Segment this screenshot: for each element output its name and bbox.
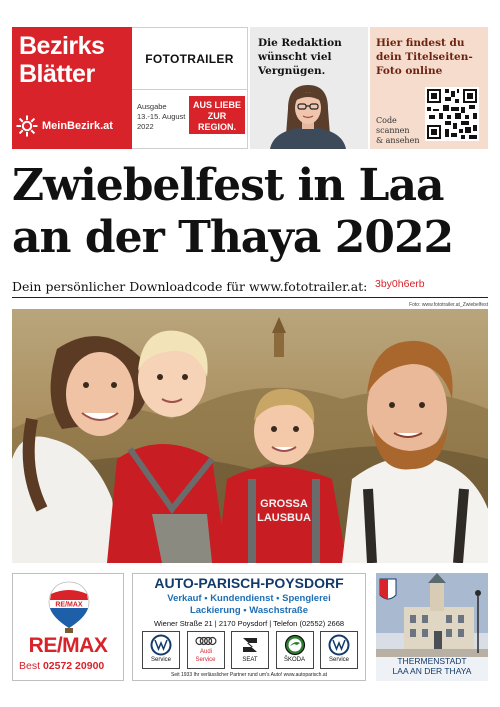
bezirksblaetter-logo[interactable] bbox=[12, 27, 132, 149]
divider bbox=[132, 89, 247, 90]
ad-thermenstadt-laa[interactable] bbox=[376, 573, 488, 681]
brand-audi-label: Service bbox=[195, 657, 216, 663]
ad-auto-parisch[interactable] bbox=[132, 573, 366, 681]
download-code[interactable]: 3by0h6erb bbox=[375, 278, 425, 290]
download-label: Dein persönlicher Downloadcode für www.fototrailer.at: bbox=[12, 279, 368, 294]
brand-audi[interactable] bbox=[187, 631, 225, 669]
brand-vw-label: Service bbox=[150, 657, 171, 663]
download-code-row bbox=[12, 278, 488, 298]
logo-line-2: Blätter bbox=[19, 60, 95, 88]
issue-panel bbox=[132, 27, 248, 149]
seat-logo-icon bbox=[238, 634, 262, 656]
issue-label: Ausgabe bbox=[137, 102, 167, 111]
brand-seat[interactable] bbox=[231, 631, 269, 669]
qr-panel[interactable] bbox=[370, 27, 488, 149]
cover-photo[interactable] bbox=[12, 309, 488, 563]
brand-skoda-label: ŠKODA bbox=[283, 657, 305, 663]
region-slogan-line-3: REGION. bbox=[197, 122, 236, 132]
issue-dates: 13.-15. August bbox=[137, 112, 186, 121]
shirt-text-line-2: LAUSBUA bbox=[257, 512, 311, 524]
masthead bbox=[12, 27, 488, 149]
auto-services-line-1: Verkauf • Kundendienst • Spenglerei bbox=[167, 593, 331, 604]
qr-hint-line-1: Code bbox=[376, 116, 397, 125]
brand-vw[interactable] bbox=[142, 631, 180, 669]
vw-logo-icon bbox=[149, 634, 173, 656]
brand-seat-label: SEAT bbox=[242, 657, 258, 663]
auto-title: AUTO-PARISCH-POYSDORF bbox=[154, 575, 344, 591]
remax-wordmark: RE/MAX bbox=[28, 634, 108, 657]
remax-phone[interactable]: 02572 20900 bbox=[42, 660, 105, 672]
headline-line-1: Zwiebelfest in Laa bbox=[12, 160, 444, 211]
auto-address: Wiener Straße 21 | 2170 Poysdorf | Telefon (02552) 2668 bbox=[153, 619, 345, 628]
remax-balloon-label: RE/MAX bbox=[55, 601, 83, 609]
auto-brand-logos bbox=[142, 631, 358, 669]
town-caption-line-1: THERMENSTADT bbox=[397, 656, 467, 666]
ad-remax[interactable] bbox=[12, 573, 124, 681]
shirt-text-line-1: GROSSA bbox=[260, 498, 308, 510]
headline bbox=[12, 160, 488, 264]
qr-code-icon[interactable] bbox=[425, 87, 479, 141]
vw-nutzfahrzeuge-logo-icon bbox=[327, 634, 351, 656]
remax-branch: Best bbox=[19, 660, 41, 672]
headline-line-2: an der Thaya 2022 bbox=[12, 212, 454, 263]
remax-balloon-icon bbox=[47, 580, 91, 634]
audi-wordmark: Audi bbox=[199, 649, 212, 655]
auto-services-line-2: Lackierung • Waschstraße bbox=[189, 605, 309, 616]
meinbezirk-label: MeinBezirk.at bbox=[42, 120, 113, 132]
qr-hint-line-3: & ansehen bbox=[376, 136, 420, 145]
family-photo-illustration bbox=[12, 309, 488, 563]
editor-panel bbox=[250, 27, 368, 149]
editor-portrait bbox=[260, 75, 356, 149]
town-caption-line-2: LAA AN DER THAYA bbox=[392, 666, 472, 676]
brand-skoda[interactable] bbox=[276, 631, 314, 669]
auto-services bbox=[133, 593, 365, 617]
audi-rings-icon bbox=[194, 634, 218, 656]
meinbezirk-brand bbox=[16, 115, 113, 137]
skoda-logo-icon bbox=[283, 634, 307, 656]
issue-year: 2022 bbox=[137, 122, 154, 131]
region-slogan-line-2: ZUR bbox=[207, 111, 227, 121]
logo-line-1: Bezirks bbox=[19, 32, 105, 60]
qr-title: Hier findest du dein Titelseiten-Foto online bbox=[376, 37, 473, 77]
qr-hint bbox=[376, 116, 419, 146]
brand-vw-nutzfahrzeuge-label: Service bbox=[328, 657, 349, 663]
region-slogan-badge bbox=[189, 96, 245, 134]
brand-vw-nutzfahrzeuge[interactable] bbox=[320, 631, 358, 669]
remax-contact bbox=[19, 660, 104, 672]
photo-credit: Foto: www.fototrailer.at_Zwiebelfest bbox=[409, 302, 488, 308]
section-label: FOTOTRAILER bbox=[145, 52, 234, 66]
region-slogan-line-1: AUS LIEBE bbox=[192, 100, 241, 110]
issue-info bbox=[137, 102, 185, 132]
auto-footer: Seit 1933 Ihr verlässlicher Partner rund um's Auto! www.autoparisch.at bbox=[170, 672, 328, 678]
editor-note: Die Redaktion wünscht viel Vergnügen. bbox=[258, 37, 342, 77]
qr-hint-line-2: scannen bbox=[376, 126, 410, 135]
town-caption bbox=[376, 656, 488, 676]
meinbezirk-sun-icon bbox=[16, 115, 38, 137]
